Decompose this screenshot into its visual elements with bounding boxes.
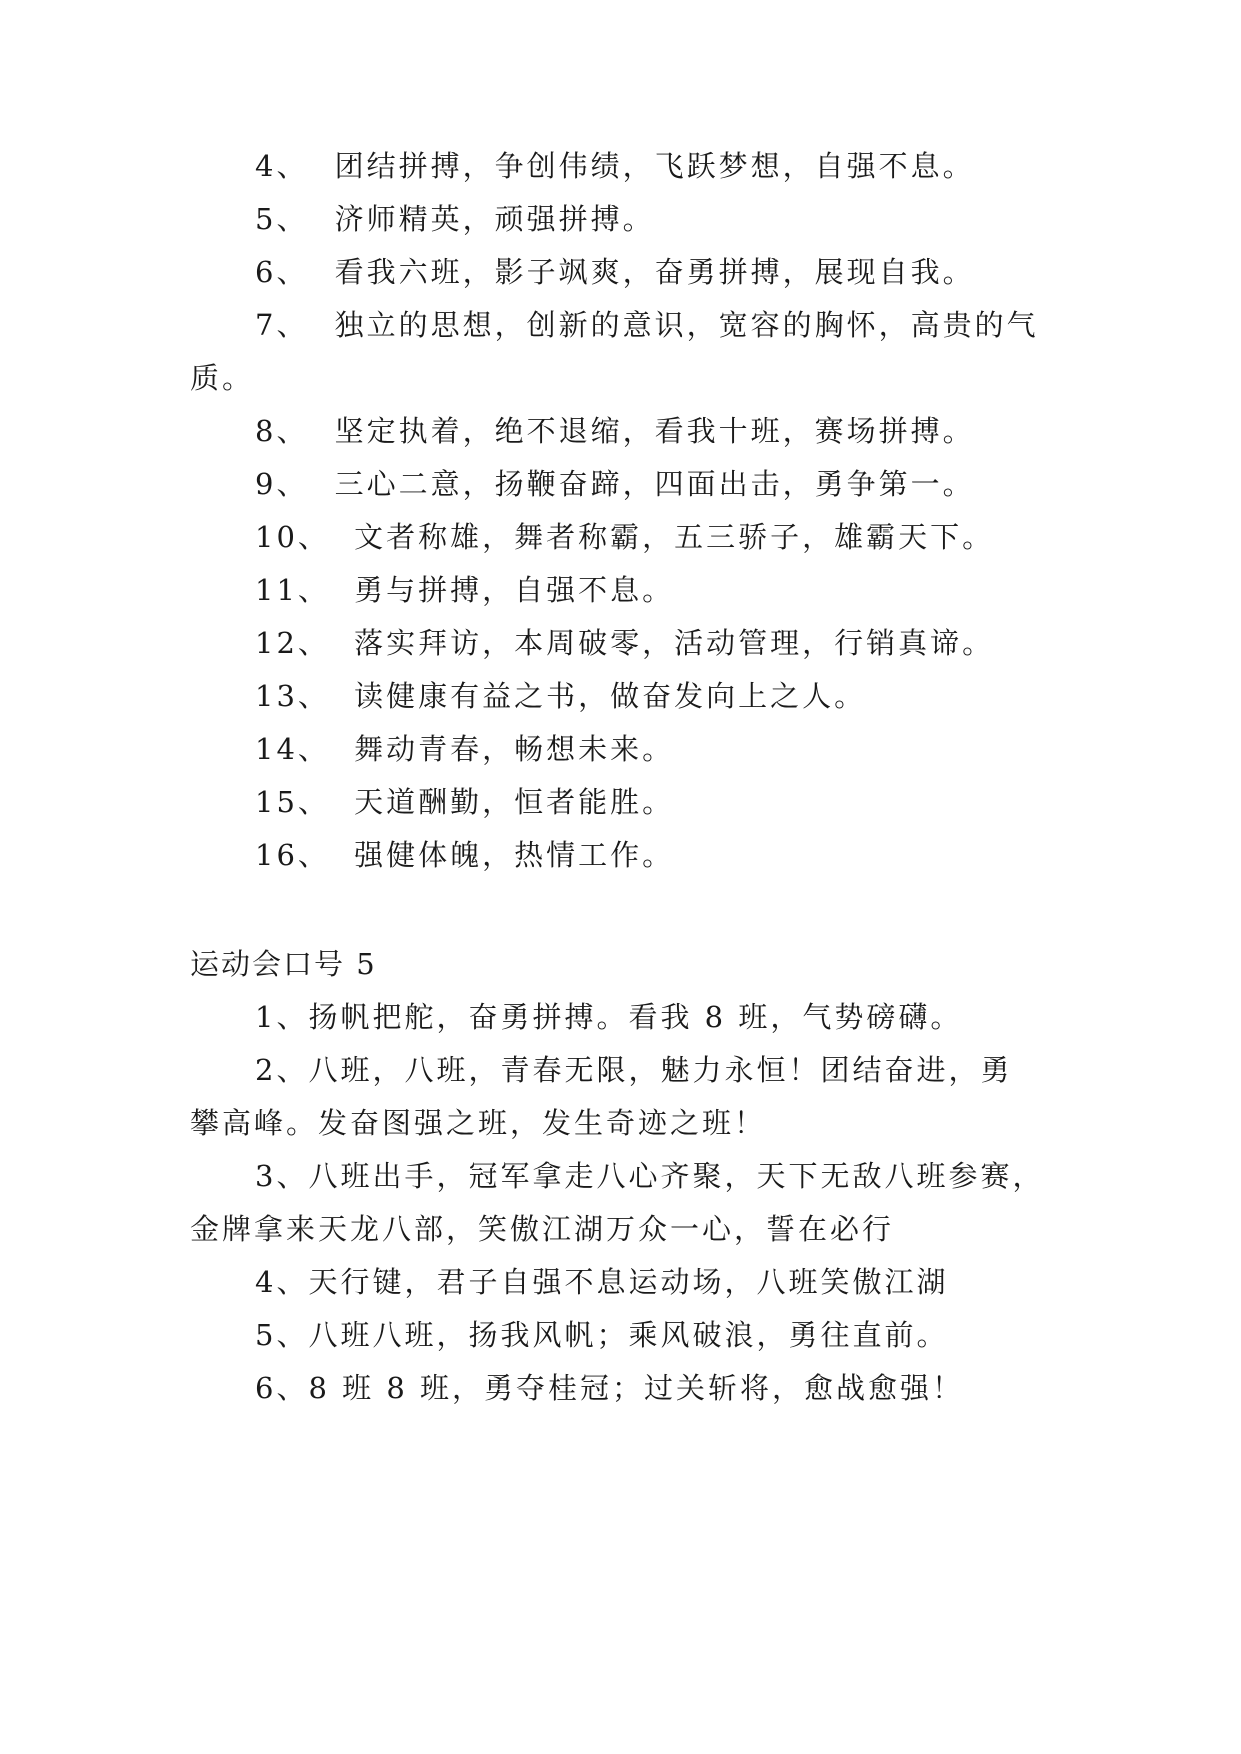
slogan-item-12 (255, 623, 1135, 663)
item-number: 10、 (255, 520, 330, 554)
item-text: 团结拼搏，争创伟绩，飞跃梦想，自强不息。 (334, 149, 975, 183)
item-number: 9、 (255, 467, 309, 501)
item-text: 读健康有益之书，做奋发向上之人。 (354, 679, 867, 713)
slogan-item-7-continuation (190, 358, 1070, 398)
item-number: 11、 (255, 573, 330, 607)
item-number: 6、 (255, 255, 309, 289)
item-text: 独立的思想，创新的意识，宽容的胸怀，高贵的气 (334, 308, 1039, 342)
item-text-continuation: 质。 (190, 361, 255, 395)
item-text: 勇与拼搏，自强不息。 (354, 573, 675, 607)
item-number: 16、 (255, 838, 330, 872)
item-number: 14、 (255, 732, 330, 766)
item-number: 7、 (255, 308, 309, 342)
slogan-item-5 (255, 199, 1135, 239)
section-heading: 运动会口号 5 (190, 947, 377, 981)
slogan-item-2-continuation: 攀高峰。发奋图强之班，发生奇迹之班！ (190, 1106, 767, 1140)
slogan-item-9 (255, 464, 1135, 504)
item-text: 天道酬勤，恒者能胜。 (354, 785, 675, 819)
item-number: 12、 (255, 626, 330, 660)
slogan-item-15 (255, 782, 1135, 822)
item-number: 8、 (255, 414, 309, 448)
slogan-item-3: 3、八班出手，冠军拿走八心齐聚，天下无敌八班参赛， (255, 1159, 1045, 1193)
slogan-item-14 (255, 729, 1135, 769)
slogan-item-6 (255, 252, 1135, 292)
slogan-item-11 (255, 570, 1135, 610)
slogan-item-4b: 4、天行键，君子自强不息运动场，八班笑傲江湖 (255, 1265, 949, 1299)
item-text: 强健体魄，热情工作。 (354, 838, 675, 872)
slogan-item-5b: 5、八班八班，扬我风帆；乘风破浪，勇往直前。 (255, 1318, 949, 1352)
item-text: 舞动青春，畅想未来。 (354, 732, 675, 766)
slogan-item-8 (255, 411, 1135, 451)
item-text: 落实拜访，本周破零，活动管理，行销真谛。 (354, 626, 995, 660)
slogan-item-10 (255, 517, 1135, 557)
slogan-item-2: 2、八班，八班，青春无限，魅力永恒！团结奋进，勇 (255, 1053, 1013, 1087)
item-number: 15、 (255, 785, 330, 819)
slogan-item-13 (255, 676, 1135, 716)
slogan-item-1: 1、扬帆把舵，奋勇拼搏。看我 8 班，气势磅礴。 (255, 1000, 963, 1034)
item-number: 5、 (255, 202, 309, 236)
slogan-item-4 (255, 146, 1135, 186)
item-text: 文者称雄，舞者称霸，五三骄子，雄霸天下。 (354, 520, 995, 554)
slogan-item-6b: 6、8 班 8 班，勇夺桂冠；过关斩将，愈战愈强！ (255, 1371, 965, 1405)
item-text: 济师精英，顽强拼搏。 (334, 202, 655, 236)
item-number: 4、 (255, 149, 309, 183)
item-text: 看我六班，影子飒爽，奋勇拼搏，展现自我。 (334, 255, 975, 289)
item-text: 三心二意，扬鞭奋蹄，四面出击，勇争第一。 (334, 467, 975, 501)
item-text: 坚定执着，绝不退缩，看我十班，赛场拼搏。 (334, 414, 975, 448)
slogan-item-7 (255, 305, 1135, 345)
slogan-item-3-continuation: 金牌拿来天龙八部，笑傲江湖万众一心，誓在必行 (190, 1212, 895, 1246)
slogan-item-16 (255, 835, 1135, 875)
item-number: 13、 (255, 679, 330, 713)
